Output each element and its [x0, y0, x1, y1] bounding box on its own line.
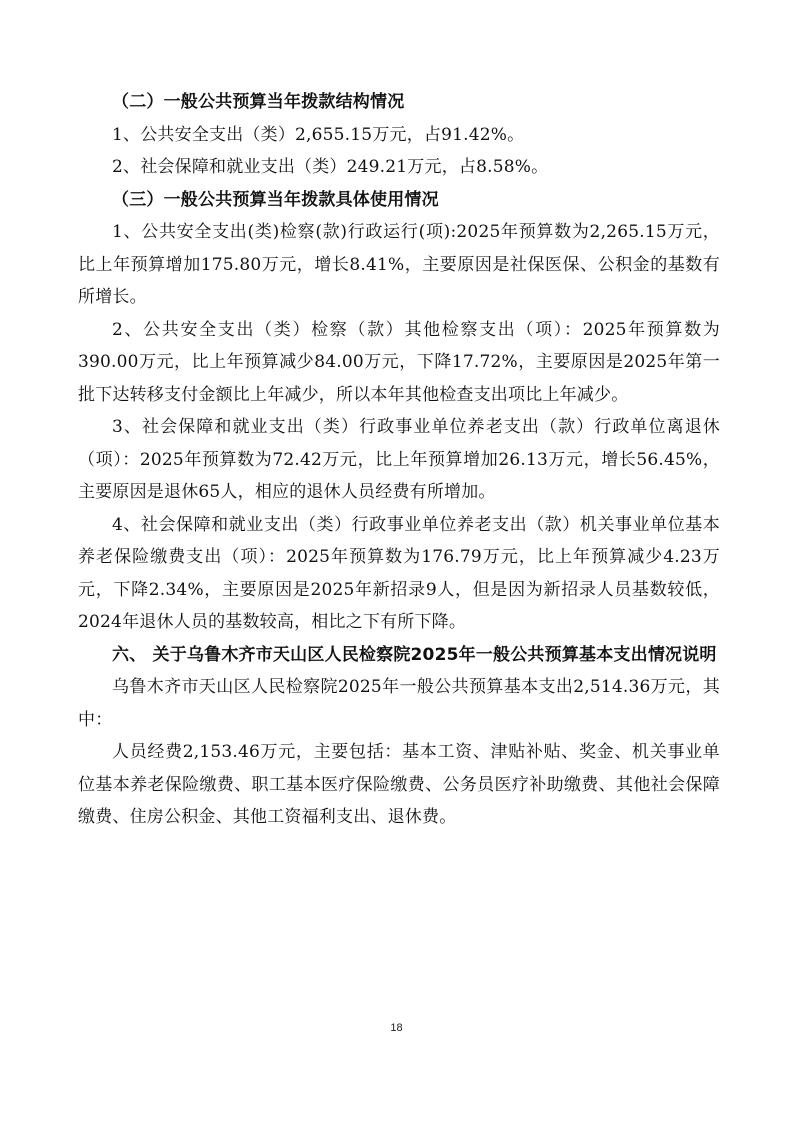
section-heading-structure: （二）一般公共预算当年拨款结构情况 — [112, 92, 405, 112]
paragraph-social-security-share: 2、社会保障和就业支出（类）249.21万元，占8.58%。 — [112, 157, 549, 177]
paragraph-admin-operation: 1、公共安全支出(类)检察(款)行政运行(项):2025年预算数为2,265.15万元，比上年预算增加175.80万元，增长8.41%，主要原因是社保医保、公积金的基数有所增长。 — [78, 222, 720, 307]
paragraph-public-safety-share: 1、公共安全支出（类）2,655.15万元，占91.42%。 — [112, 124, 525, 145]
document-body — [78, 86, 720, 834]
paragraph-basic-expenditure-total: 乌鲁木齐市天山区人民检察院2025年一般公共预算基本支出2,514.36万元，其中： — [78, 677, 720, 730]
paragraph-pension-insurance: 4、社会保障和就业支出（类）行政事业单位养老支出（款）机关事业单位基本养老保险缴费支出（项）：2025年预算数为176.79万元，比上年预算减少4.23万元，下降2.34%，主要原因是2025年新招录9人，但是因为新招录人员基数较低，2024年退休人员的基数较高，相比之下有所下降。 — [78, 514, 720, 632]
section-heading-basic-expenditure: 六、 关于乌鲁木齐市天山区人民检察院2025年一般公共预算基本支出情况说明 — [112, 644, 717, 665]
section-heading-usage: （三）一般公共预算当年拨款具体使用情况 — [112, 189, 439, 210]
paragraph-retirement: 3、社会保障和就业支出（类）行政事业单位养老支出（款）行政单位离退休（项）：2025年预算数为72.42万元，比上年预算增加26.13万元，增长56.45%，主要原因是退休65人，相应的退休人员经费有所增加。 — [78, 417, 720, 502]
paragraph-personnel-expenses: 人员经费2,153.46万元，主要包括：基本工资、津贴补贴、奖金、机关事业单位基本养老保险缴费、职工基本医疗保险缴费、公务员医疗补助缴费、其他社会保障缴费、住房公积金、其他工资福利支出、退休费。 — [78, 742, 720, 827]
paragraph-other-prosecution: 2、公共安全支出（类）检察（款）其他检察支出（项）：2025年预算数为390.00万元，比上年预算减少84.00万元，下降17.72%，主要原因是2025年第一批下达转移支付金额比上年减少，所以本年其他检查支出项比上年减少。 — [78, 319, 720, 405]
page-number: 18 — [390, 1022, 403, 1034]
